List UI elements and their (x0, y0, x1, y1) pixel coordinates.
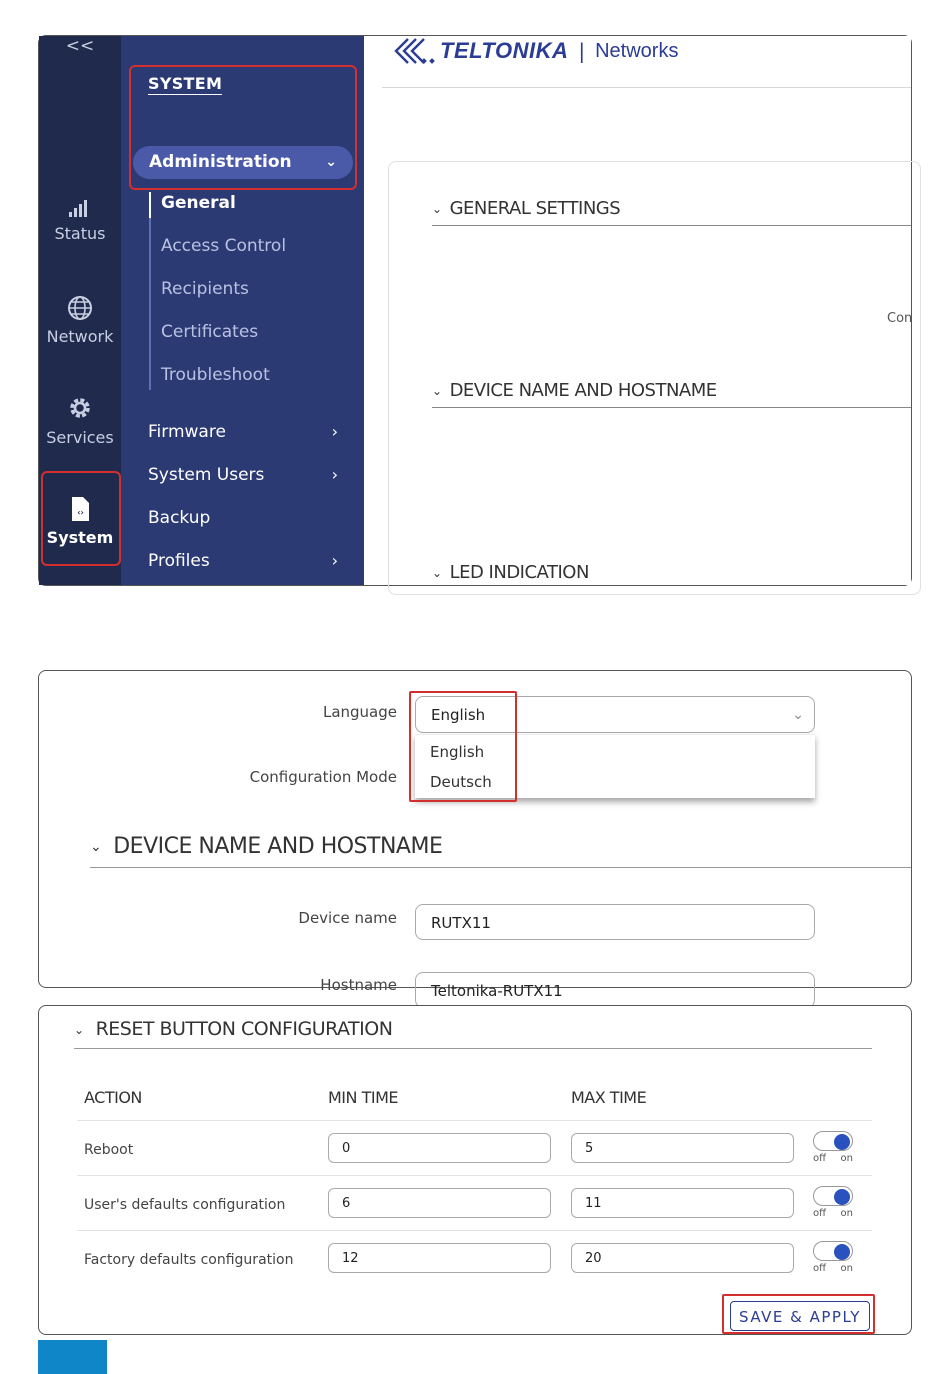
min-time-input[interactable]: 0 (328, 1133, 551, 1163)
globe-icon (67, 295, 93, 321)
save-apply-button[interactable]: SAVE & APPLY (730, 1301, 870, 1331)
header-divider (382, 87, 911, 88)
min-time-input[interactable]: 6 (328, 1188, 551, 1218)
hostname-label: Hostname (320, 976, 397, 994)
submenu-item-access-control[interactable]: Access Control (161, 236, 287, 256)
icon-rail (39, 36, 121, 585)
logo-suffix: Networks (595, 39, 679, 62)
toggle-knob (834, 1244, 850, 1260)
section-title: DEVICE NAME AND HOSTNAME (449, 380, 717, 401)
section-title: RESET BUTTON CONFIGURATION (95, 1018, 393, 1040)
chevron-down-icon: ⌄ (90, 839, 102, 855)
svg-text:‹›: ‹› (77, 508, 84, 517)
chevron-down-icon: ⌄ (792, 707, 804, 723)
language-panel (38, 670, 912, 1000)
section-title: GENERAL SETTINGS (449, 198, 621, 219)
max-time-input[interactable]: 20 (571, 1243, 794, 1273)
system-menu (121, 36, 364, 585)
toggle-on-label: on (840, 1263, 853, 1274)
reset-button-panel (38, 1005, 912, 1335)
row-action-label: Factory defaults configuration (84, 1252, 294, 1268)
menu-item-label: Administration (149, 152, 292, 172)
section-device-name-hostname[interactable] (90, 834, 911, 868)
language-option-deutsch[interactable]: Deutsch (430, 773, 492, 791)
chevron-right-icon: › (331, 422, 338, 441)
section-led-indication[interactable] (432, 562, 911, 589)
column-header-min-time: MIN TIME (328, 1088, 398, 1107)
row-divider (77, 1120, 872, 1121)
max-time-input[interactable]: 11 (571, 1188, 794, 1218)
settings-card (388, 161, 921, 595)
chevron-right-icon: › (331, 465, 338, 484)
toggle-labels (813, 1263, 857, 1274)
chevron-down-icon: ⌄ (432, 384, 442, 398)
submenu-item-general[interactable]: General (161, 193, 236, 213)
rail-item-label: Network (46, 327, 114, 346)
config-mode-label: Configuration Mode (249, 768, 397, 786)
logo-brand: TELTONIKA (440, 38, 569, 63)
rail-item-label: Services (46, 428, 114, 447)
section-title: DEVICE NAME AND HOSTNAME (113, 834, 443, 859)
rail-item-status[interactable] (39, 196, 121, 243)
current-indicator (149, 192, 151, 218)
row-enable-toggle[interactable] (813, 1186, 853, 1206)
toggle-off-label: off (813, 1208, 827, 1219)
menu-section-title: SYSTEM (148, 74, 223, 93)
rail-item-label: Status (54, 224, 106, 243)
chevron-down-icon: ⌄ (325, 154, 337, 170)
row-action-label: Reboot (84, 1142, 134, 1158)
highlight-box (409, 691, 517, 802)
menu-item-label: Firmware (148, 422, 226, 442)
rail-item-services[interactable] (39, 394, 121, 447)
min-time-input[interactable]: 12 (328, 1243, 551, 1273)
section-general-settings[interactable] (432, 198, 911, 226)
column-header-action: ACTION (84, 1088, 142, 1107)
chevron-down-icon: ⌄ (432, 566, 442, 580)
toggle-knob (834, 1189, 850, 1205)
signal-icon (67, 196, 93, 218)
cutoff-label: Con (887, 311, 913, 326)
max-time-input[interactable]: 5 (571, 1133, 794, 1163)
rail-item-network[interactable] (39, 295, 121, 346)
submenu-item-troubleshoot[interactable]: Troubleshoot (161, 365, 270, 385)
content-area (364, 36, 911, 585)
language-option-english[interactable]: English (430, 743, 485, 761)
logo-mark-icon (394, 37, 440, 65)
toggle-labels (813, 1208, 857, 1219)
column-header-max-time: MAX TIME (571, 1088, 647, 1107)
highlight-box (41, 471, 121, 566)
row-divider (77, 1230, 872, 1231)
chevron-right-icon: › (331, 551, 338, 570)
device-name-input[interactable]: RUTX11 (415, 904, 815, 940)
toggle-off-label: off (813, 1153, 827, 1164)
section-device-name-hostname[interactable] (432, 380, 911, 408)
row-enable-toggle[interactable] (813, 1241, 853, 1261)
highlight-box (129, 65, 357, 190)
teltonika-logo[interactable] (394, 36, 678, 66)
row-enable-toggle[interactable] (813, 1131, 853, 1151)
toggle-on-label: on (840, 1153, 853, 1164)
menu-item-label: System Users (148, 465, 265, 485)
rail-item-label: System (46, 528, 114, 547)
toggle-knob (834, 1134, 850, 1150)
menu-item-label: Backup (148, 508, 211, 528)
chevron-down-icon: ⌄ (74, 1023, 84, 1037)
menu-item-system-users[interactable] (148, 465, 348, 485)
menu-item-backup[interactable] (148, 508, 348, 528)
row-divider (77, 1175, 872, 1176)
chevron-down-icon: ⌄ (432, 202, 442, 216)
hostname-input[interactable]: Teltonika-RUTX11 (415, 972, 815, 1008)
gear-icon (66, 394, 94, 422)
row-action-label: User's defaults configuration (84, 1197, 286, 1213)
collapse-icon[interactable]: << (65, 36, 95, 56)
menu-item-firmware[interactable] (148, 422, 348, 442)
submenu-rail (149, 192, 151, 390)
language-selected-value: English (431, 706, 486, 724)
router-ui-panel (38, 35, 912, 586)
toggle-labels (813, 1153, 857, 1164)
toggle-on-label: on (840, 1208, 853, 1219)
logo-separator: | (578, 39, 586, 63)
toggle-off-label: off (813, 1263, 827, 1274)
section-reset-button-configuration[interactable] (74, 1018, 872, 1049)
highlight-box (722, 1294, 875, 1334)
menu-item-profiles[interactable] (148, 551, 348, 571)
footer-accent-bar (38, 1340, 107, 1374)
language-label: Language (322, 703, 397, 721)
device-name-label: Device name (298, 909, 397, 927)
menu-item-label: Profiles (148, 551, 210, 571)
submenu-item-certificates[interactable]: Certificates (161, 322, 259, 342)
section-title: LED INDICATION (449, 562, 589, 583)
submenu-item-recipients[interactable]: Recipients (161, 279, 249, 299)
